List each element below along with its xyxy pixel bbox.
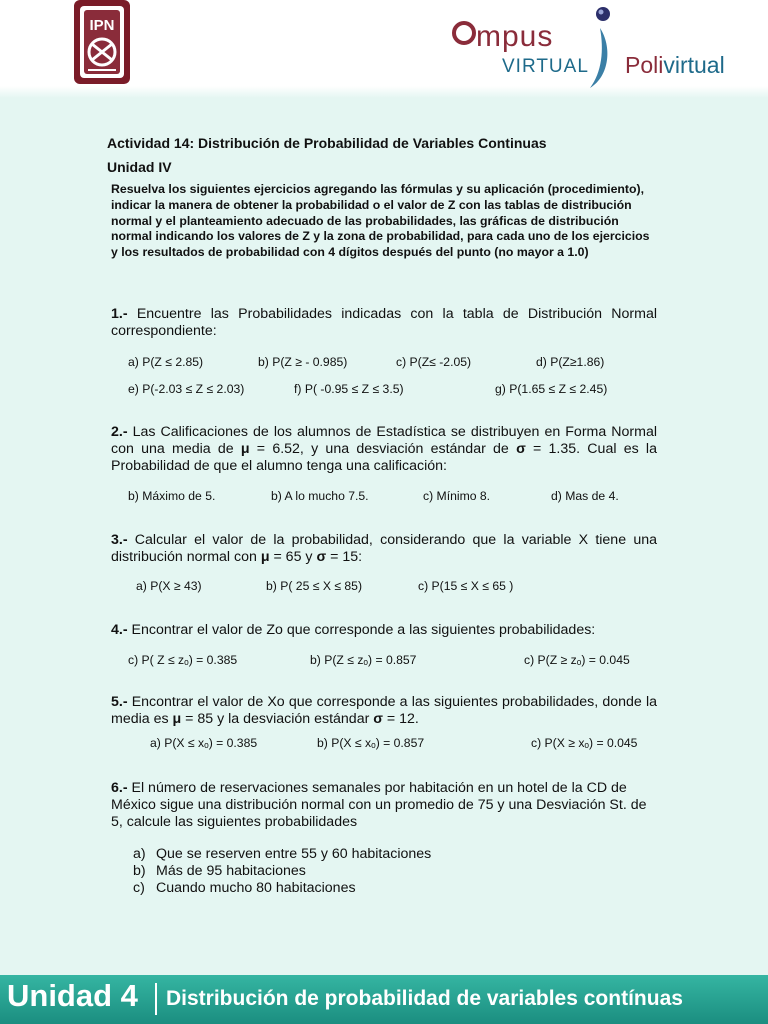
list-item: b) Más de 95 habitaciones bbox=[133, 863, 306, 879]
instructions-paragraph: Resuelva los siguientes ejercicios agregando las fórmulas y su aplicación (procedimiento), indicar la manera de obtener la probabilidad o el valor de Z con las tablas de distribución normal y el planteamiento adecuado de las probabilidades, las gráficas de distribución normal indicando los valores de Z y la zona de probabilidad, para cada uno de los ejercicios y los resultados de probabilidad con 4 dígitos después del punto (no mayor a 1.0) bbox=[111, 182, 650, 260]
list-item: a) Que se reserven entre 55 y 60 habitaciones bbox=[133, 846, 432, 862]
question-6 bbox=[111, 780, 657, 831]
mu-symbol: μ bbox=[260, 549, 270, 565]
option-item: b) P( 25 ≤ X ≤ 85) bbox=[266, 579, 363, 593]
list-item: c) Cuando mucho 80 habitaciones bbox=[133, 880, 356, 896]
option-item: b) P(Z ≥ - 0.985) bbox=[258, 355, 348, 369]
question-number: 5.- bbox=[111, 694, 128, 710]
option-item: c) P(Z ≥ zₒ) = 0.045 bbox=[524, 653, 630, 667]
footer-title: Distribución de probabilidad de variables contínuas bbox=[166, 987, 683, 1010]
mu-symbol: μ bbox=[240, 441, 250, 457]
question-2: 2.- Las Calificaciones de los alumnos de Estadística se distribuyen en Forma Normal con una media de μ = 6.52, y una desviación estándar de σ = 1.35. Cual es la Probabilidad de que el alumno tenga una calificación: bbox=[111, 424, 657, 474]
question-1 bbox=[111, 306, 657, 340]
poli-prefix: Poli bbox=[625, 52, 664, 78]
option-item: c) P(Z≤ -2.05) bbox=[396, 355, 472, 369]
question-text: El número de reservaciones semanales por habitación en un hotel de la CD de México sigue una distribución normal con un promedio de 75 y una Desviación St. de 5, calcule las siguientes probabilidades bbox=[111, 780, 647, 830]
option-item: d) P(Z≥1.86) bbox=[536, 355, 605, 369]
question-4 bbox=[111, 622, 657, 639]
sigma-symbol: σ bbox=[516, 441, 526, 457]
option-item: b) Máximo de 5. bbox=[128, 489, 216, 503]
question-number: 4.- bbox=[111, 622, 128, 638]
option-item: a) P(Z ≤ 2.85) bbox=[128, 355, 204, 369]
option-item: a) P(X ≥ 43) bbox=[136, 579, 202, 593]
option-item: a) P(X ≤ xₒ) = 0.385 bbox=[150, 736, 258, 750]
question-number: 2.- bbox=[111, 424, 128, 440]
option-item: e) P(-2.03 ≤ Z ≤ 2.03) bbox=[128, 382, 245, 396]
question-text: Encontrar el valor de Zo que corresponde a las siguientes probabilidades: bbox=[127, 622, 596, 638]
option-item: c) P(X ≥ xₒ) = 0.045 bbox=[531, 736, 638, 750]
ipn-seal-logo bbox=[66, 0, 138, 92]
option-item: f) P( -0.95 ≤ Z ≤ 3.5) bbox=[294, 382, 404, 396]
footer-divider bbox=[155, 983, 157, 1015]
question-3: 3.- Calcular el valor de la probabilidad, considerando que la variable X tiene una distribución normal con μ = 65 y σ = 15: bbox=[111, 532, 657, 565]
question-5: 5.- Encontrar el valor de Xo que corresponde a las siguientes probabilidades, donde la media es μ = 85 y la desviación estándar σ = 12. bbox=[111, 694, 657, 727]
option-item: b) A lo mucho 7.5. bbox=[271, 489, 369, 503]
option-item: c) P(15 ≤ X ≤ 65 ) bbox=[418, 579, 514, 593]
option-item: b) P(X ≤ xₒ) = 0.857 bbox=[317, 736, 425, 750]
option-item: c) P( Z ≤ zₒ) = 0.385 bbox=[128, 653, 238, 667]
option-item: d) Mas de 4. bbox=[551, 489, 619, 503]
option-item: c) Mínimo 8. bbox=[423, 489, 491, 503]
document-unit: Unidad IV bbox=[107, 159, 172, 175]
option-item: b) P(Z ≤ zₒ) = 0.857 bbox=[310, 653, 417, 667]
sigma-symbol: σ bbox=[316, 549, 327, 565]
question-number: 6.- bbox=[111, 780, 128, 796]
sigma-symbol: σ bbox=[373, 711, 383, 727]
virtual-wordmark: VIRTUAL bbox=[502, 56, 589, 77]
question-number: 3.- bbox=[111, 532, 128, 548]
option-item: g) P(1.65 ≤ Z ≤ 2.45) bbox=[495, 382, 608, 396]
question-6-list bbox=[133, 846, 431, 897]
question-number: 1.- bbox=[111, 306, 128, 322]
polivirtual-wordmark bbox=[625, 52, 725, 79]
campus-wordmark: mpus bbox=[476, 20, 554, 53]
mu-symbol: μ bbox=[172, 711, 182, 727]
question-text: Encuentre las Probabilidades indicadas con la tabla de Distribución Normal correspondiente: bbox=[111, 306, 657, 339]
document-title: Actividad 14: Distribución de Probabilidad de Variables Continuas bbox=[107, 135, 547, 151]
footer-unit-label: Unidad 4 bbox=[7, 978, 138, 1013]
poli-suffix: virtual bbox=[663, 52, 725, 78]
svg-text:IPN: IPN bbox=[89, 17, 115, 34]
